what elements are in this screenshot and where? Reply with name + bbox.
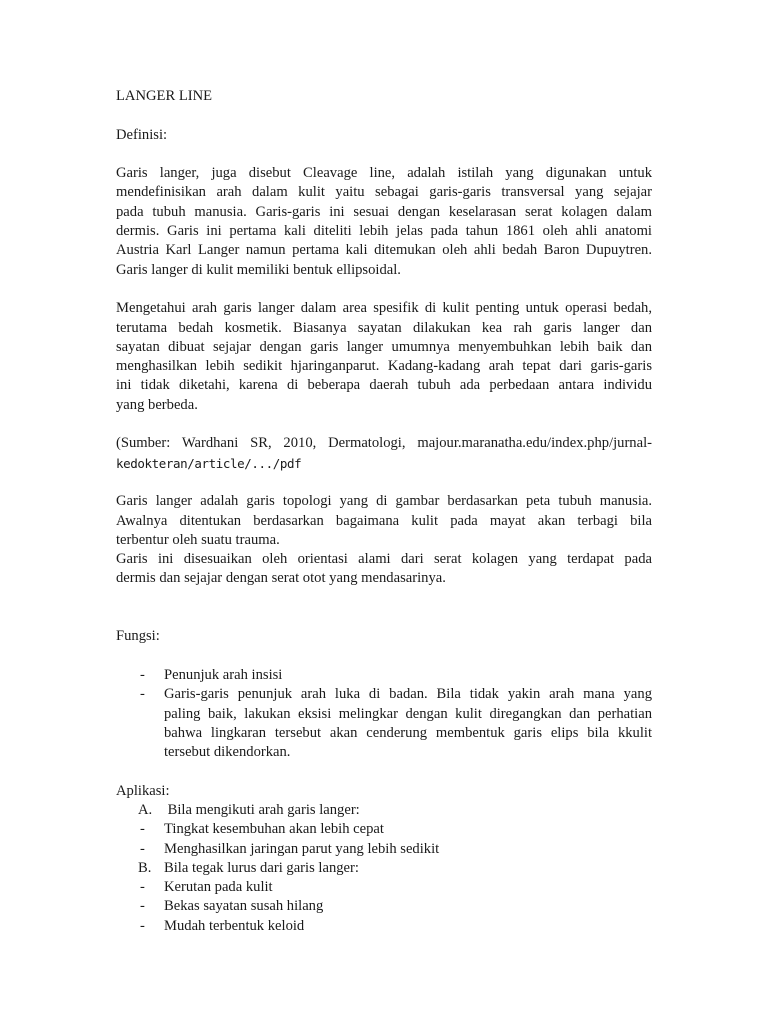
paragraph-line: terbentur oleh suatu trauma. bbox=[116, 531, 280, 548]
list-bullet: - bbox=[140, 917, 145, 934]
paragraph-line: Garis langer di kulit memiliki bentuk ellipsoidal. bbox=[116, 261, 401, 278]
aplikasi-group-b bbox=[116, 859, 652, 878]
paragraph-line: menghasilkan lebih sedikit hjaringanparut. Kadang-kadang arah tepat dari garis-garis bbox=[116, 358, 652, 375]
paragraph-line: Austria Karl Langer namun pertama kali ditemukan oleh ahli bedah Baron Dupuytren. bbox=[116, 242, 652, 259]
list-bullet: - bbox=[140, 879, 145, 896]
list-item-text: Kerutan pada kulit bbox=[164, 879, 273, 896]
paragraph-line: pada tubuh manusia. Garis-garis ini sesuai dengan keselarasan serat kolagen dalam bbox=[116, 203, 652, 220]
paragraph-line: mendefinisikan arah dalam kulit yaitu sebagai garis-garis transversal yang sejajar bbox=[116, 184, 652, 201]
paragraph-line: dermis. Garis ini pertama kali diteliti lebih jelas pada tahun 1861 oleh ahli anatomi bbox=[116, 223, 652, 240]
definition-paragraph bbox=[116, 164, 652, 280]
list-item bbox=[116, 917, 652, 936]
paragraph-line: Garis langer adalah garis topologi yang di gambar berdasarkan peta tubuh manusia. bbox=[116, 493, 652, 510]
list-item-text: Menghasilkan jaringan parut yang lebih sedikit bbox=[164, 840, 440, 857]
paragraph-line: Mengetahui arah garis langer dalam area spesifik di kulit penting untuk operasi bedah, bbox=[116, 300, 652, 317]
citation-line: (Sumber: Wardhani SR, 2010, Dermatologi, majour.maranatha.edu/index.php/jurnal- bbox=[116, 435, 652, 452]
list-item bbox=[116, 840, 652, 859]
list-item-text: Mudah terbentuk keloid bbox=[164, 917, 305, 934]
citation-url-line: kedokteran/article/.../pdf bbox=[116, 455, 302, 471]
topology-paragraph bbox=[116, 492, 652, 550]
list-item-text: tersebut dikendorkan. bbox=[164, 744, 291, 761]
list-item-text: Penunjuk arah insisi bbox=[164, 666, 283, 683]
paragraph-line: yang berbeda. bbox=[116, 396, 198, 413]
paragraph-line: Garis langer, juga disebut Cleavage line, adalah istilah yang digunakan untuk bbox=[116, 165, 652, 182]
paragraph-line: Awalnya ditentukan berdasarkan bagaimana kulit pada mayat akan terbagi bila bbox=[116, 512, 652, 529]
paragraph-line: ini tidak diketahi, karena di beberapa daerah tubuh ada perbedaan antara individu bbox=[116, 377, 652, 394]
fungsi-list bbox=[116, 666, 652, 762]
paragraph-line: terutama bedah kosmetik. Biasanya sayatan dilakukan kea rah garis langer dan bbox=[116, 319, 652, 336]
paragraph-line: sayatan dibuat sejajar dengan garis langer umumnya menyembuhkan lebih baik dan bbox=[116, 338, 652, 355]
list-bullet: - bbox=[140, 898, 145, 915]
list-item-text: Garis-garis penunjuk arah luka di badan. Bila tidak yakin arah mana yang bbox=[164, 686, 652, 703]
list-bullet: - bbox=[140, 840, 145, 857]
list-bullet: - bbox=[140, 666, 145, 683]
group-label: Bila mengikuti arah garis langer: bbox=[164, 801, 360, 818]
list-item-text: Tingkat kesembuhan akan lebih cepat bbox=[164, 821, 384, 838]
list-item bbox=[116, 897, 652, 916]
paragraph-line: Garis ini disesuaikan oleh orientasi alami dari serat kolagen yang terdapat pada bbox=[116, 551, 652, 568]
collagen-paragraph bbox=[116, 550, 652, 589]
group-marker: B. bbox=[138, 859, 152, 876]
fungsi-heading: Fungsi: bbox=[116, 628, 160, 645]
aplikasi-group-a bbox=[116, 801, 652, 820]
list-bullet: - bbox=[140, 686, 145, 703]
aplikasi-list bbox=[116, 801, 652, 936]
list-item-text: paling baik, lakukan eksisi melingkar dengan kulit diregangkan dan perhatian bbox=[164, 705, 652, 722]
paragraph-line: dermis dan sejajar dengan serat otot yang mendasarinya. bbox=[116, 570, 446, 587]
list-item bbox=[116, 685, 652, 762]
definisi-heading: Definisi: bbox=[116, 126, 168, 143]
list-item-text: bahwa lingkaran tersebut akan cenderung membentuk garis elips bila kkulit bbox=[164, 724, 652, 741]
list-item bbox=[116, 820, 652, 839]
aplikasi-heading: Aplikasi: bbox=[116, 782, 170, 799]
list-item bbox=[116, 666, 652, 685]
document-title: LANGER LINE bbox=[116, 88, 213, 104]
group-marker: A. bbox=[138, 801, 153, 818]
source-citation bbox=[116, 434, 652, 473]
group-label: Bila tegak lurus dari garis langer: bbox=[164, 859, 359, 876]
list-item bbox=[116, 878, 652, 897]
surgery-paragraph bbox=[116, 299, 652, 415]
list-item-text: Bekas sayatan susah hilang bbox=[164, 898, 324, 915]
list-bullet: - bbox=[140, 821, 145, 838]
